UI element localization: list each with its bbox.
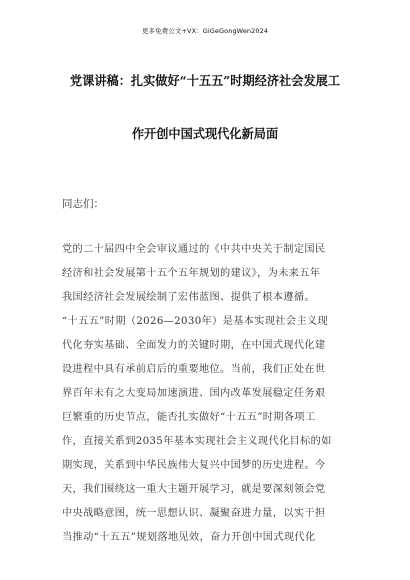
document-title-line-2: 作开创中国式现代化新局面 [131, 126, 279, 141]
header-note: 更多免费公文+VX：GiGeGongWen2024 [141, 27, 269, 35]
body-line: 巨繁重的历史节点，能否扎实做好“十五五”时期各项工 [62, 412, 316, 423]
document-title-line-1: 党课讲稿：扎实做好“十五五”时期经济社会发展工 [69, 73, 341, 88]
body-line: 我国经济社会发展绘制了宏伟蓝图、提供了根本遵循。 [62, 292, 315, 303]
body-line: “十五五”时期（2026—2030年）是基本实现社会主义现 [62, 316, 328, 327]
body-line: 设进程中具有承前启后的重要地位。当前，我们正处在世 [62, 364, 326, 375]
body-line: 经济和社会发展第十五个五年规划的建议》，为未来五年 [62, 268, 321, 279]
body-line: 期实现，关系到中华民族伟大复兴中国梦的历史进程。今 [62, 460, 326, 471]
body-line: 代化夯实基础、全面发力的关键时期，在中国式现代化建 [62, 340, 326, 351]
body-line: 天，我们围绕这一重大主题开展学习，就是要深刻领会党 [62, 484, 326, 495]
body-line: 中央战略意图，统一思想认识、凝聚奋进力量，以实干担 [62, 508, 326, 519]
body-line: 界百年未有之大变局加速演进、国内改革发展稳定任务艰 [62, 388, 326, 399]
greeting: 同志们： [62, 198, 104, 210]
body-line: 作，直接关系到2035年基本实现社会主义现代化目标的如 [62, 436, 332, 447]
body-line: 当推动“十五五”规划落地见效，奋力开创中国式现代化 [62, 532, 316, 543]
body-line: 党的二十届四中全会审议通过的《中共中央关于制定国民 [62, 244, 326, 255]
